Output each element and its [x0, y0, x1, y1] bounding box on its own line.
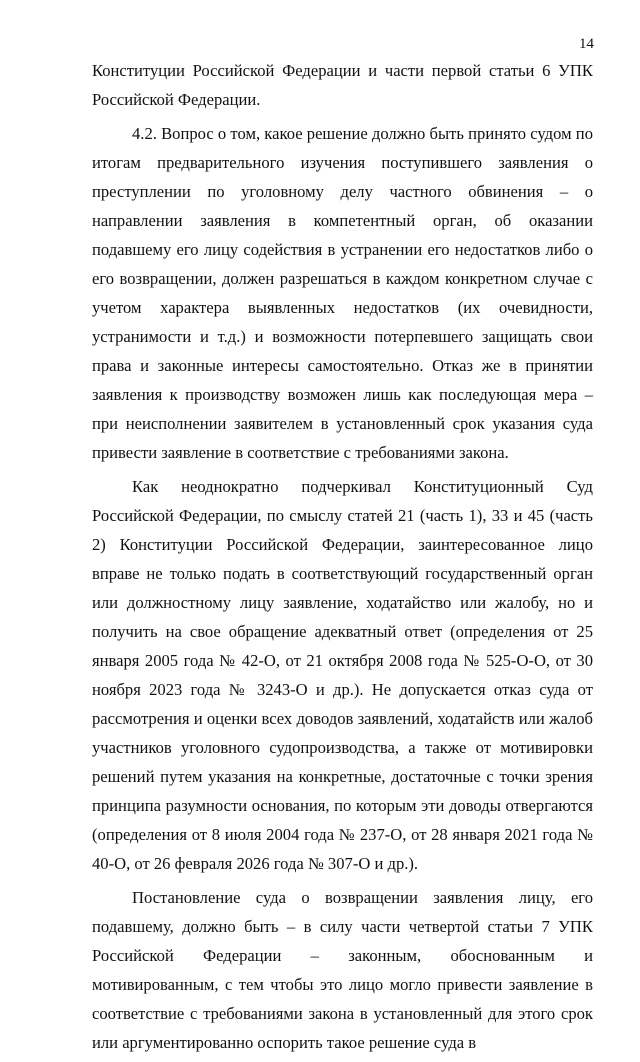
- paragraph-court-resolution: Постановление суда о возвращении заявления лицу, его подавшему, должно быть – в силу части четвертой статьи 7 УПК Российской Федерации – законным, обоснованным и мотивированным, с тем чтобы это лицо могло привести заявление в соответствие с требованиями закона в установленный для этого срок или аргументированно оспорить такое решение суда в: [92, 888, 593, 1052]
- paragraph-section-4-2: 4.2. Вопрос о том, какое решение должно быть принято судом по итогам предварительного изучения поступившего заявления о преступлении по уголовному делу частного обвинения – о направлении заявления в компетентный орган, об оказании подавшему его лицу содействия в устранении его недостатков либо о его возвращении, должен разрешаться в каждом конкретном случае с учетом характера выявленных недостатков (их очевидности, устранимости и т.д.) и возможности потерпевшего защищать свои права и законные интересы самостоятельно. Отказ же в принятии заявления к производству возможен лишь как последующая мера – при неисполнении заявителем в установленный срок указания суда привести заявление в соответствие с требованиями закона.: [92, 124, 593, 462]
- document-body: [92, 56, 593, 1062]
- paragraph-constitutional-court: Как неоднократно подчеркивал Конституционный Суд Российской Федерации, по смыслу статей 21 (часть 1), 33 и 45 (часть 2) Конституции Российской Федерации, заинтересованное лицо вправе не только подать в соответствующий государственный орган или должностному лицу заявление, ходатайство или жалобу, но и получить на свое обращение адекватный ответ (определения от 25 января 2005 года № 42-О, от 21 октября 2008 года № 525-О-О, от 30 ноября 2023 года № 3243-О и др.). Не допускается отказ суда от рассмотрения и оценки всех доводов заявлений, ходатайств или жалоб участников уголовного судопроизводства, а также от мотивировки решений путем указания на конкретные, достаточные с точки зрения принципа разумности основания, по которым эти доводы отвергаются (определения от 8 июля 2004 года № 237-О, от 28 января 2021 года № 40-О, от 26 февраля 2026 года № 307-О и др.).: [92, 477, 593, 873]
- paragraph-continuation: Конституции Российской Федерации и части первой статьи 6 УПК Российской Федерации.: [92, 61, 593, 109]
- page-number: 14: [579, 36, 594, 52]
